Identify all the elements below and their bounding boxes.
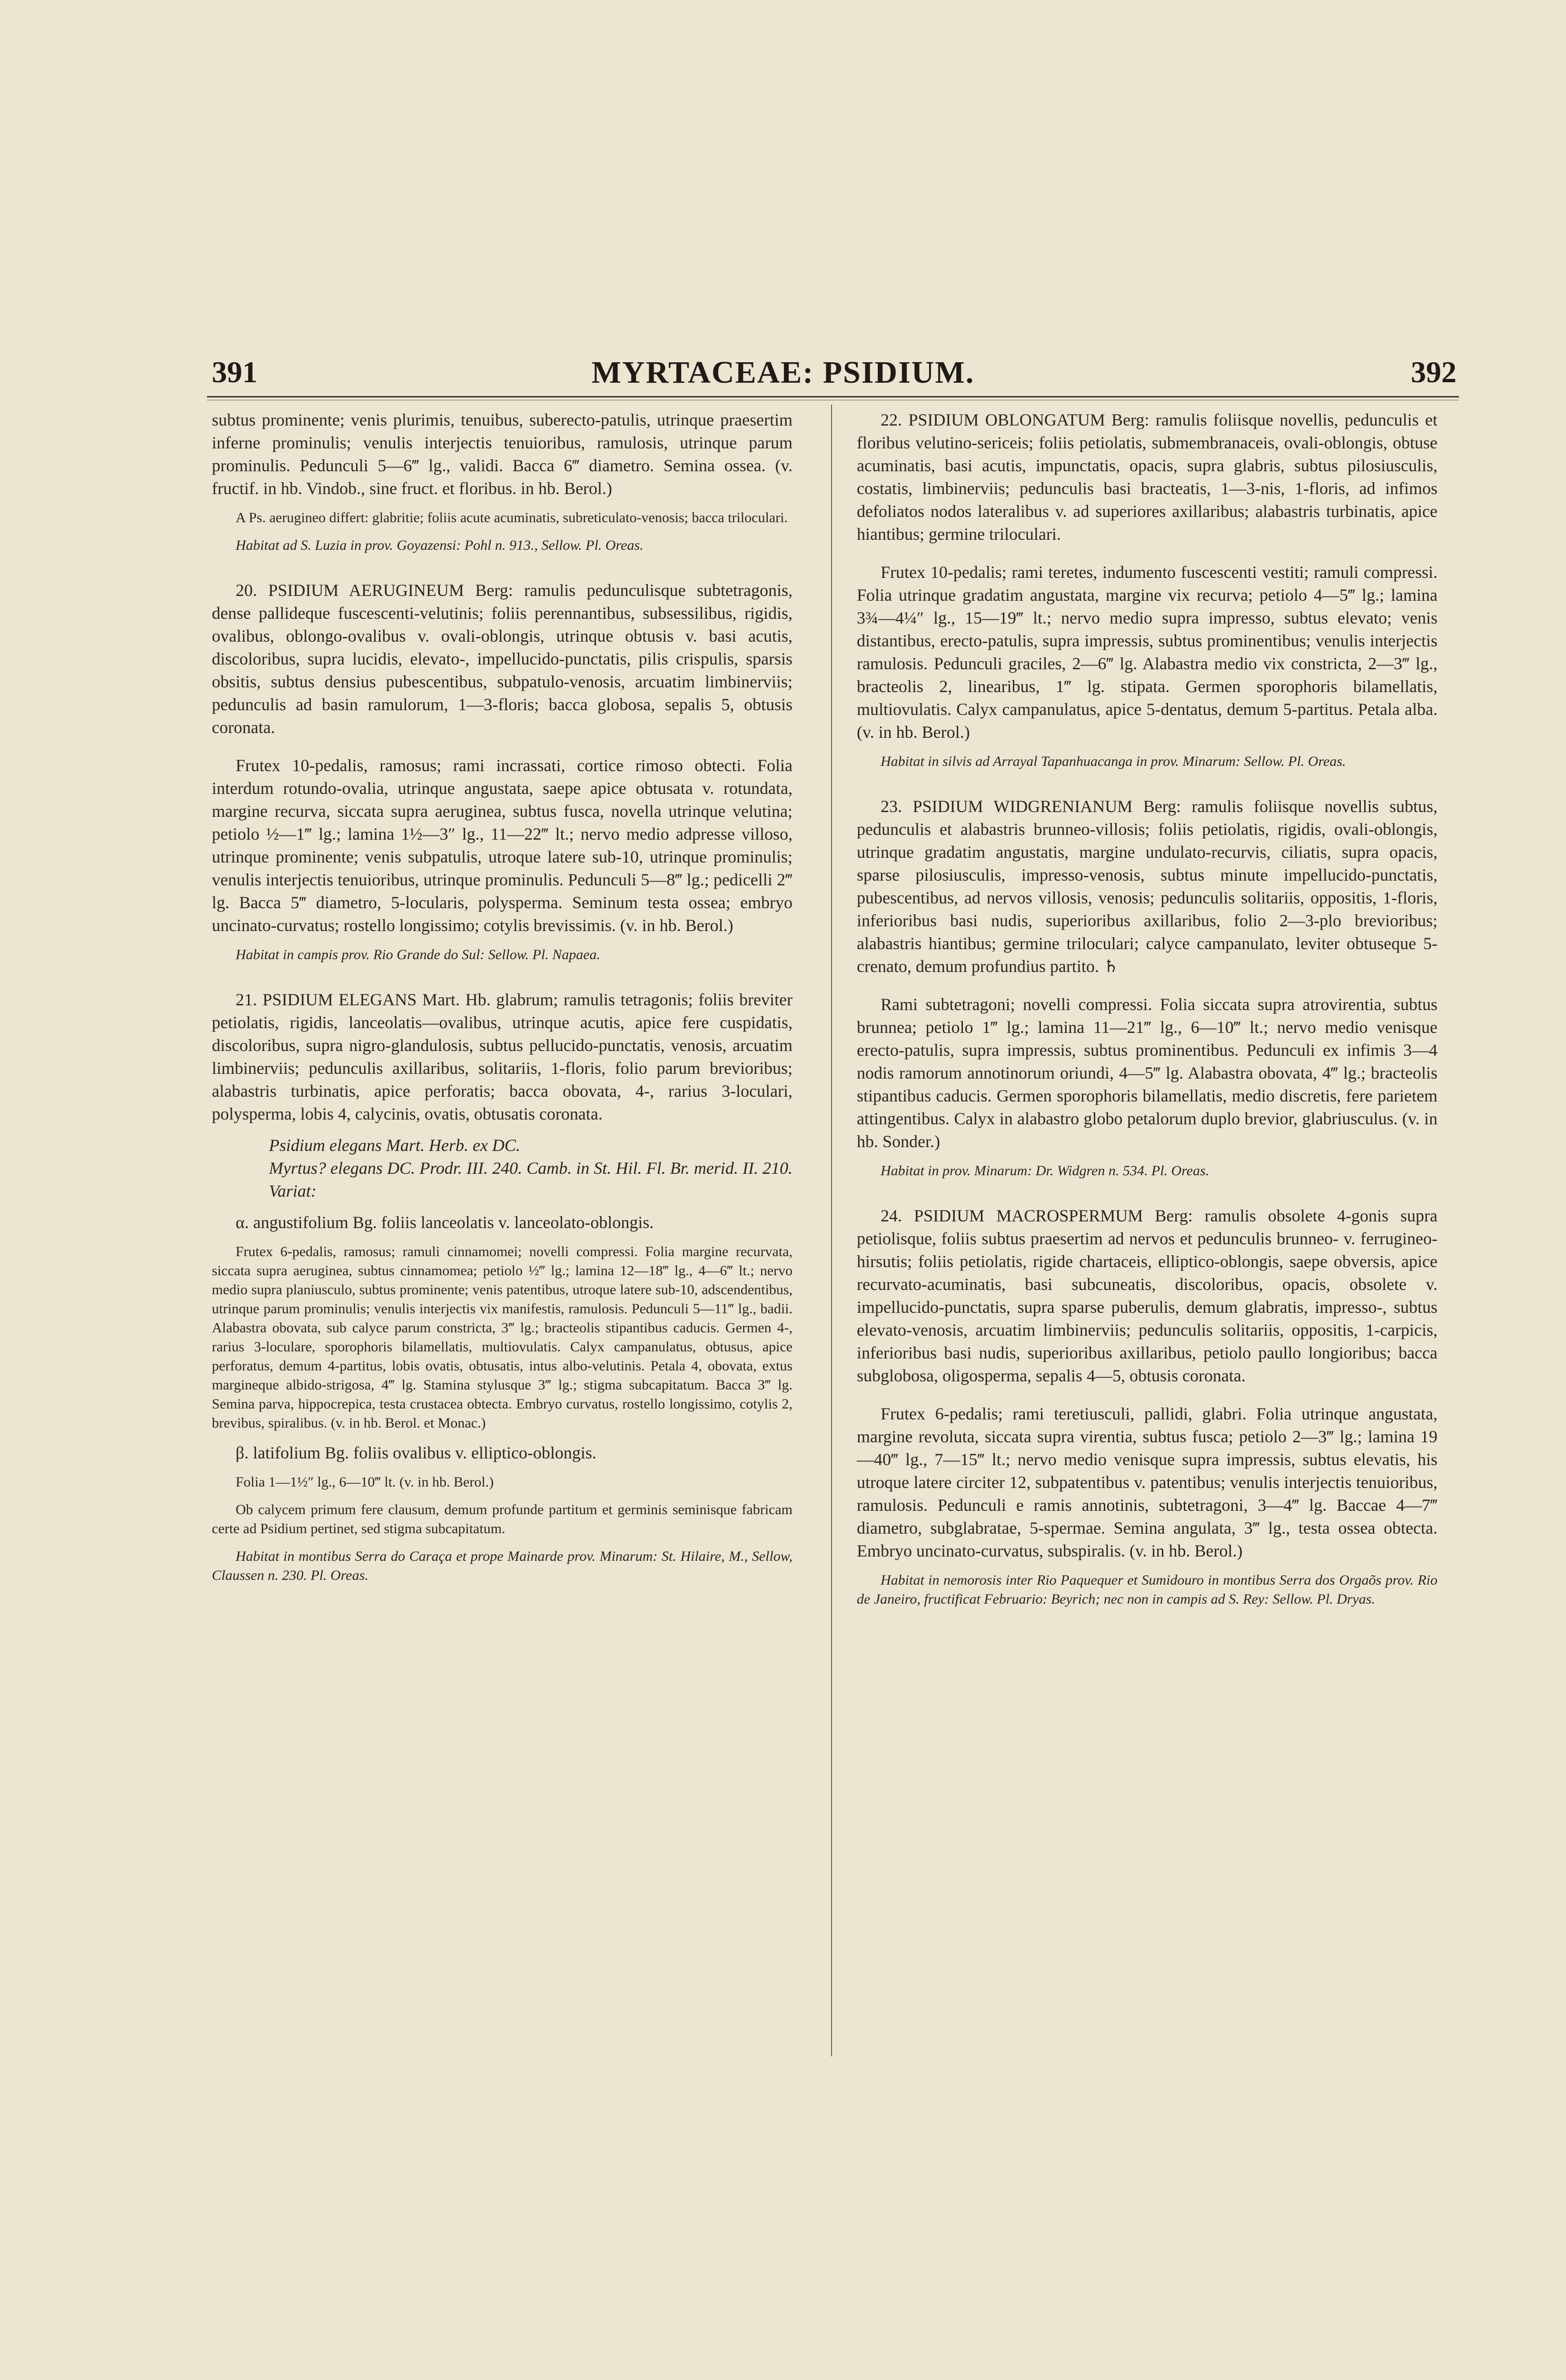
running-header (0, 355, 1566, 397)
habitat-line: Habitat in montibus Serra do Caraça et prope Mainarde prov. Minarum: St. Hilaire, M., Sellow, Claussen n. 230. Pl. Oreas. (212, 1548, 793, 1583)
species-entry: 24. PSIDIUM MACROSPERMUM Berg: ramulis obsolete 4-gonis supra petiolisque, foliis subtus praesertim ad nervos et pedunculis brunneo- v. ferrugineo-hirsutis; foliis petiolatis, rigide chartaceis, elliptico-oblongis, saepe obversis, apice recurvato-acuminatis, basi subcuneatis, discoloribus, opacis, obsolete v. impellucido-punctatis, supra sparse puberulis, demum glabratis, impresso-, subtus elevato-venosis, arcuatim limbinerviis; pedunculis solitariis, oppositis, 1-carpicis, inferioribus basi nudis, superioribus axillaribus, petiolo paullo longioribus; bacca subglobosa, oligosperma, sepalis 4—5, obtusis coronata. (857, 1206, 1437, 1385)
column-divider (831, 405, 832, 2056)
description-paragraph: Frutex 6-pedalis, ramosus; ramuli cinnamomei; novelli compressi. Folia margine recurvata, siccata supra aeruginea, subtus cinnamomea; petiolo ½‴ lg.; lamina 12—18‴ lg., 4—6‴ lt.; nervo medio supra planiusculo, subtus prominente; venis patentibus, utroque latere sub-10, adscendentibus, utrinque parum prominulis; venulis interjectis vix manifestis, ramulosis. Pedunculi 5—11‴ lg., badii. Alabastra obovata, sub calyce parum constricta, 3‴ lg.; bracteolis stipantibus caducis. Germen 4-, rarius 3-loculare, sporophoris bilamellatis, multiovulatis. Calyx campanulatus, obtusus, apice perforatus, demum 4-partitus, lobis ovatis, obtusatis, intus albo-velutinis. Petala 4, obovata, extus margineque albido-strigosa, 4‴ lg. Stamina stylusque 3‴ lg.; stigma subcapitatum. Bacca 3‴ lg. Semina parva, hippocrepica, testa crustacea obtecta. Embryo curvatus, rostello longissimo, cotylis 2, brevibus, spiralibus. (v. in hb. Berol. et Monac.) (212, 1244, 793, 1431)
paragraph: subtus prominente; venis plurimis, tenuibus, suberecto-patulis, utrinque praesertim inferne prominulis; venulis interjectis tenuioribus, ramulosis, utrinque parum prominulis. Pedunculi 5—6‴ lg., validi. Bacca 6‴ diametro. Semina ossea. (v. fructif. in hb. Vindob., sine fruct. et floribus. in hb. Berol.) (212, 410, 793, 498)
habitat-line: Habitat in nemorosis inter Rio Paquequer et Sumidouro in montibus Serra dos Orgaõs prov. Rio de Janeiro, fructificat Februario: Beyrich; nec non in campis ad S. Rey: Sellow. Pl. Dryas. (857, 1572, 1437, 1607)
note-paragraph: A Ps. aerugineo differt: glabritie; foliis acute acuminatis, subreticulato-venosis; bacca triloculari. (236, 510, 788, 526)
habitat-line: Habitat ad S. Luzia in prov. Goyazensi: Pohl n. 913., Sellow. Pl. Oreas. (236, 537, 644, 553)
synonym-line: Psidium elegans Mart. Herb. ex DC. (269, 1136, 520, 1155)
habitat-line: Habitat in silvis ad Arrayal Tapanhuacanga in prov. Minarum: Sellow. Pl. Oreas. (881, 754, 1346, 769)
synonym-line: Myrtus? elegans DC. Prodr. III. 240. Camb. in St. Hil. Fl. Br. merid. II. 210. Variat: (269, 1159, 793, 1200)
species-entry: 20. PSIDIUM AERUGINEUM Berg: ramulis pedunculisque subtetragonis, dense pallideque fuscescenti-velutinis; foliis perennantibus, subsessilibus, rigidis, ovalibus, oblongo-ovalibus v. ovali-oblongis, utrinque obtusis v. basi acutis, discoloribus, supra lucidis, elevato-, impellucido-punctatis, pilis crispulis, sparsis obsitis, subtus densius pubescentibus, subpatulo-venosis, arcuatim limbinerviis; pedunculis ad basin ramulorum, 1—3-floris; bacca globosa, sepalis 5, obtusis coronata. (212, 581, 793, 737)
description-paragraph: Frutex 10-pedalis; rami teretes, indumento fuscescenti vestiti; ramuli compressi. Folia utrinque gradatim angustata, margine vix recurva; petiolo 4—5‴ lg.; lamina 3¾—4¼″ lg., 15—19‴ lt.; nervo medio supra impresso, subtus elevato; venis distantibus, erecto-patulis, supra impressis, subtus prominentibus; venulis interjectis ramulosis. Pedunculi graciles, 2—6‴ lg. Alabastra medio vix constricta, 2—3‴ lg., bracteolis 2, linearibus, 1‴ lg. stipata. Germen sporophoris bilamellatis, multiovulatis. Calyx campanulatus, apice 5-dentatus, demum 5-partitus. Petala alba. (v. in hb. Berol.) (857, 563, 1437, 742)
description-paragraph: Frutex 6-pedalis; rami teretiusculi, pallidi, glabri. Folia utrinque angustata, margine revoluta, siccata supra virentia, subtus fusca; petiolo 2—3‴ lg.; lamina 19—40‴ lg., 7—15‴ lt.; nervo medio venisque supra impressis, subtus elevatis, his utroque latere circiter 12, subpatentibus v. patentibus; venulis interjectis tenuioribus, ramulosis. Pedunculi e ramis annotinis, subtetragoni, 3—4‴ lg. Baccae 4—7‴ diametro, subglabratae, 5-spermae. Semina angulata, 3‴ lg., testa ossea obtecta. Embryo uncinato-curvatus, subspiralis. (v. in hb. Berol.) (857, 1404, 1437, 1560)
page-number-right: 392 (1411, 355, 1457, 389)
page-number-left: 391 (212, 355, 258, 389)
left-column (212, 408, 793, 1585)
running-title: MYRTACEAE: PSIDIUM. (591, 355, 975, 390)
right-column (857, 408, 1437, 1609)
habitat-line: Habitat in prov. Minarum: Dr. Widgren n. 534. Pl. Oreas. (881, 1163, 1209, 1179)
header-rule (207, 396, 1459, 397)
species-entry: 21. PSIDIUM ELEGANS Mart. Hb. glabrum; ramulis tetragonis; foliis breviter petiolatis, rigidis, lanceolatis—ovalibus, utrinque acutis, apice fere cuspidatis, discoloribus, supra nigro-glandulosis, subtus pellucido-punctatis, venosis, arcuatim limbinerviis; pedunculis axillaribus, solitariis, 1-floris, folio parum brevioribus; alabastris turbinatis, apice perforatis; bacca obovata, 4-, rarius 3-loculari, polysperma, lobis 4, calycinis, ovatis, obtusatis coronata. (212, 990, 793, 1123)
description-paragraph: Rami subtetragoni; novelli compressi. Folia siccata supra atrovirentia, subtus brunnea; petiolo 1‴ lg.; lamina 11—21‴ lg., 6—10‴ lt.; nervo medio venisque erecto-patulis, supra impressis, subtus prominentibus. Pedunculi ex infimis 3—4 nodis ramorum annotinorum oriundi, 4—5‴ lg. Alabastra obovata, 4‴ lg.; bracteolis stipantibus caducis. Germen sporophoris bilamellatis, medio discretis, fere parietem attingentibus. Calyx in alabastro globo petalorum duplo brevior, glabriusculus. (v. in hb. Sonder.) (857, 995, 1437, 1151)
species-entry: 22. PSIDIUM OBLONGATUM Berg: ramulis foliisque novellis, pedunculis et floribus velutino-sericeis; foliis petiolatis, submembranaceis, ovali-oblongis, obtuse acuminatis, basi acutis, impunctatis, opacis, supra glabris, subtus pilosiusculis, costatis, limbinerviis; pedunculis basi bracteatis, 1—3-nis, 1-floris, ad infimos defoliatos nodos lateralibus v. ad superiores axillaribus; alabastris turbinatis, apice hiantibus; germine triloculari. (857, 410, 1437, 544)
species-entry: 23. PSIDIUM WIDGRENIANUM Berg: ramulis foliisque novellis subtus, pedunculis et alabastris brunneo-villosis; foliis petiolatis, rigidis, ovali-oblongis, utrinque gradatim angustatis, margine undulato-recurvis, ciliatis, supra opacis, sparse pilosiusculis, impresso-venosis, subtus minute impellucido-punctatis, pubescentibus, ad nervos villosis, venosis; pedunculis solitariis, oppositis, 1-floris, inferioribus basi nudis, superioribus axillaribus, folio 2—3-plo brevioribus; alabastris hiantibus; germine triloculari; calyce campanulato, leviter obtuseque 5-crenato, demum profundius partito. ♄ (857, 797, 1437, 976)
description-paragraph: Frutex 10-pedalis, ramosus; rami incrassati, cortice rimoso obtecti. Folia interdum rotundo-ovalia, utrinque angustata, saepe apice obtusata v. rotundata, margine recurva, siccata supra aeruginea, subtus fusca, novella utrinque velutina; petiolo ½—1‴ lg.; lamina 1½—3″ lg., 11—22‴ lt.; nervo medio adpresse villoso, utrinque prominente; venis subpatulis, utroque latere sub-10, utrinque prominulis; venulis interjectis tenuioribus, utrinque prominulis. Pedunculi 5—8‴ lg.; pedicelli 2‴ lg. Bacca 5‴ diametro, 5-locularis, polysperma. Seminum testa ossea; embryo uncinato-curvatus; rostello longissimo; cotylis brevissimis. (v. in hb. Berol.) (212, 756, 793, 935)
habitat-line: Habitat in campis prov. Rio Grande do Sul: Sellow. Pl. Napaea. (236, 947, 601, 962)
note-paragraph: Ob calycem primum fere clausum, demum profunde partitum et germinis seminisque fabricam certe ad Psidium pertinet, sed stigma subcapitatum. (212, 1502, 793, 1537)
description-paragraph: Folia 1—1½″ lg., 6—10‴ lt. (v. in hb. Berol.) (236, 1474, 494, 1490)
variety-line: β. latifolium Bg. foliis ovalibus v. elliptico-oblongis. (236, 1443, 596, 1462)
variety-line: α. angustifolium Bg. foliis lanceolatis v. lanceolato-oblongis. (236, 1213, 654, 1232)
